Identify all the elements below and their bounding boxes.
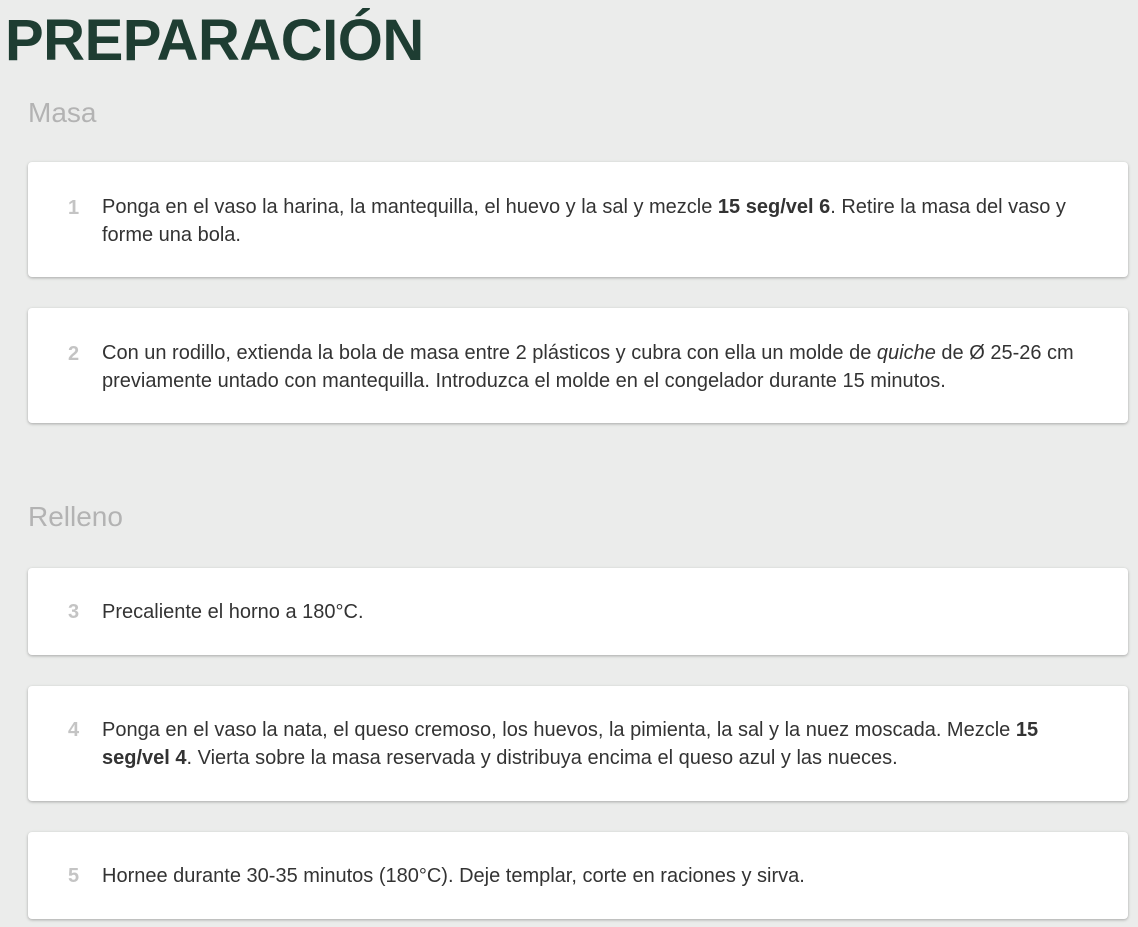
step-number: 2: [68, 343, 80, 365]
step-card-3: [28, 568, 1128, 655]
step-text: Con un rodillo, extienda la bola de masa entre 2 plásticos y cubra con ella un molde de quiche de Ø 25-26 cm previamente untado con mantequilla. Introduzca el molde en el congelador durante 15 minutos.: [102, 342, 1074, 392]
step-text: Hornee durante 30-35 minutos (180°C). Deje templar, corte en raciones y sirva.: [102, 865, 805, 887]
step-card-2: [28, 308, 1128, 423]
step-card-5: [28, 832, 1128, 919]
step-text: Ponga en el vaso la harina, la mantequilla, el huevo y la sal y mezcle 15 seg/vel 6. Retire la masa del vaso y forme una bola.: [102, 196, 1066, 246]
page-title: PREPARACIÓN: [5, 8, 424, 73]
step-setting: 15 seg/vel 6: [717, 196, 831, 218]
section-title-masa: Masa: [28, 97, 97, 128]
step-emphasis: quiche: [876, 342, 936, 364]
step-card-4: [28, 686, 1128, 801]
step-text: Ponga en el vaso la nata, el queso cremoso, los huevos, la pimienta, la sal y la nuez moscada. Mezcle 15 seg/vel 4. Vierta sobre la masa reservada y distribuya encima el queso azul y las nueces.: [102, 719, 1039, 769]
step-setting: 15 seg/vel 4: [102, 719, 1039, 769]
step-number: 4: [68, 719, 80, 741]
step-card-1: [28, 162, 1128, 277]
step-text: Precaliente el horno a 180°C.: [102, 601, 364, 623]
step-number: 5: [68, 865, 80, 887]
step-number: 1: [68, 197, 80, 219]
section-title-relleno: Relleno: [28, 501, 123, 532]
step-number: 3: [68, 601, 80, 623]
